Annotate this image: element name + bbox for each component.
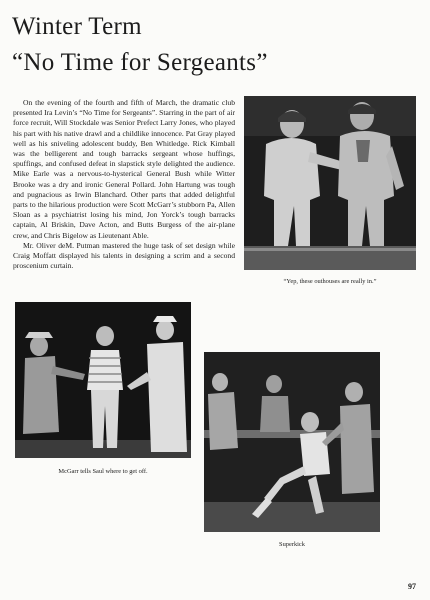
photo-caption: McGarr tells Saul where to get off. [58, 468, 148, 475]
photo-caption: Superkick [279, 541, 305, 548]
photo-three-men [15, 302, 191, 458]
article-body [13, 98, 235, 271]
photo-superkick [204, 352, 380, 532]
play-title: “No Time for Sergeants” [12, 49, 268, 76]
article-paragraph: Mr. Oliver deM. Putman mastered the huge task of set design while Craig Moffatt displayed his talents in designing a scrim and a second proscenium curtain. [13, 240, 235, 271]
section-title: Winter Term [12, 13, 142, 40]
article-paragraph: On the evening of the fourth and fifth of March, the dramatic club presented Ira Levin’s “No Time for Sergeants”. Starring in the part of air force recruit, Will Stockdale was Senior Prefect Larry Jones, who played his part with his native drawl and a childlike innocence. Pat Gray played well as his sniveling adolescent buddy, Ben Whitledge. Rick Kimball was the belligerent and tough barracks sergeant whose huffings, spuffings, and confused defeat in slapstick style delighted the audience. Mike Earle was a nervous-to-hysterical General Bush while Witter Brooke was a dry and ironic General Pollard. John Hartung was tough and pugnacious as Irwin Blanchard. Other parts that added delightful parts to the hilarious production were Scott McGarr’s stubborn Pa, Allen Sloan as a psychiatrist losing his mind, Jon Yorck’s tough barracks captain, Al Briskin, Dave Acton, and Butts Burgess of the air-plane crew, and Chris Bigelow as Lieutenant Able. [13, 98, 235, 240]
photo-caption: “Yep, these outhouses are really in.” [283, 278, 377, 285]
photo-two-soldiers [244, 96, 416, 270]
page-number: 97 [408, 582, 416, 591]
